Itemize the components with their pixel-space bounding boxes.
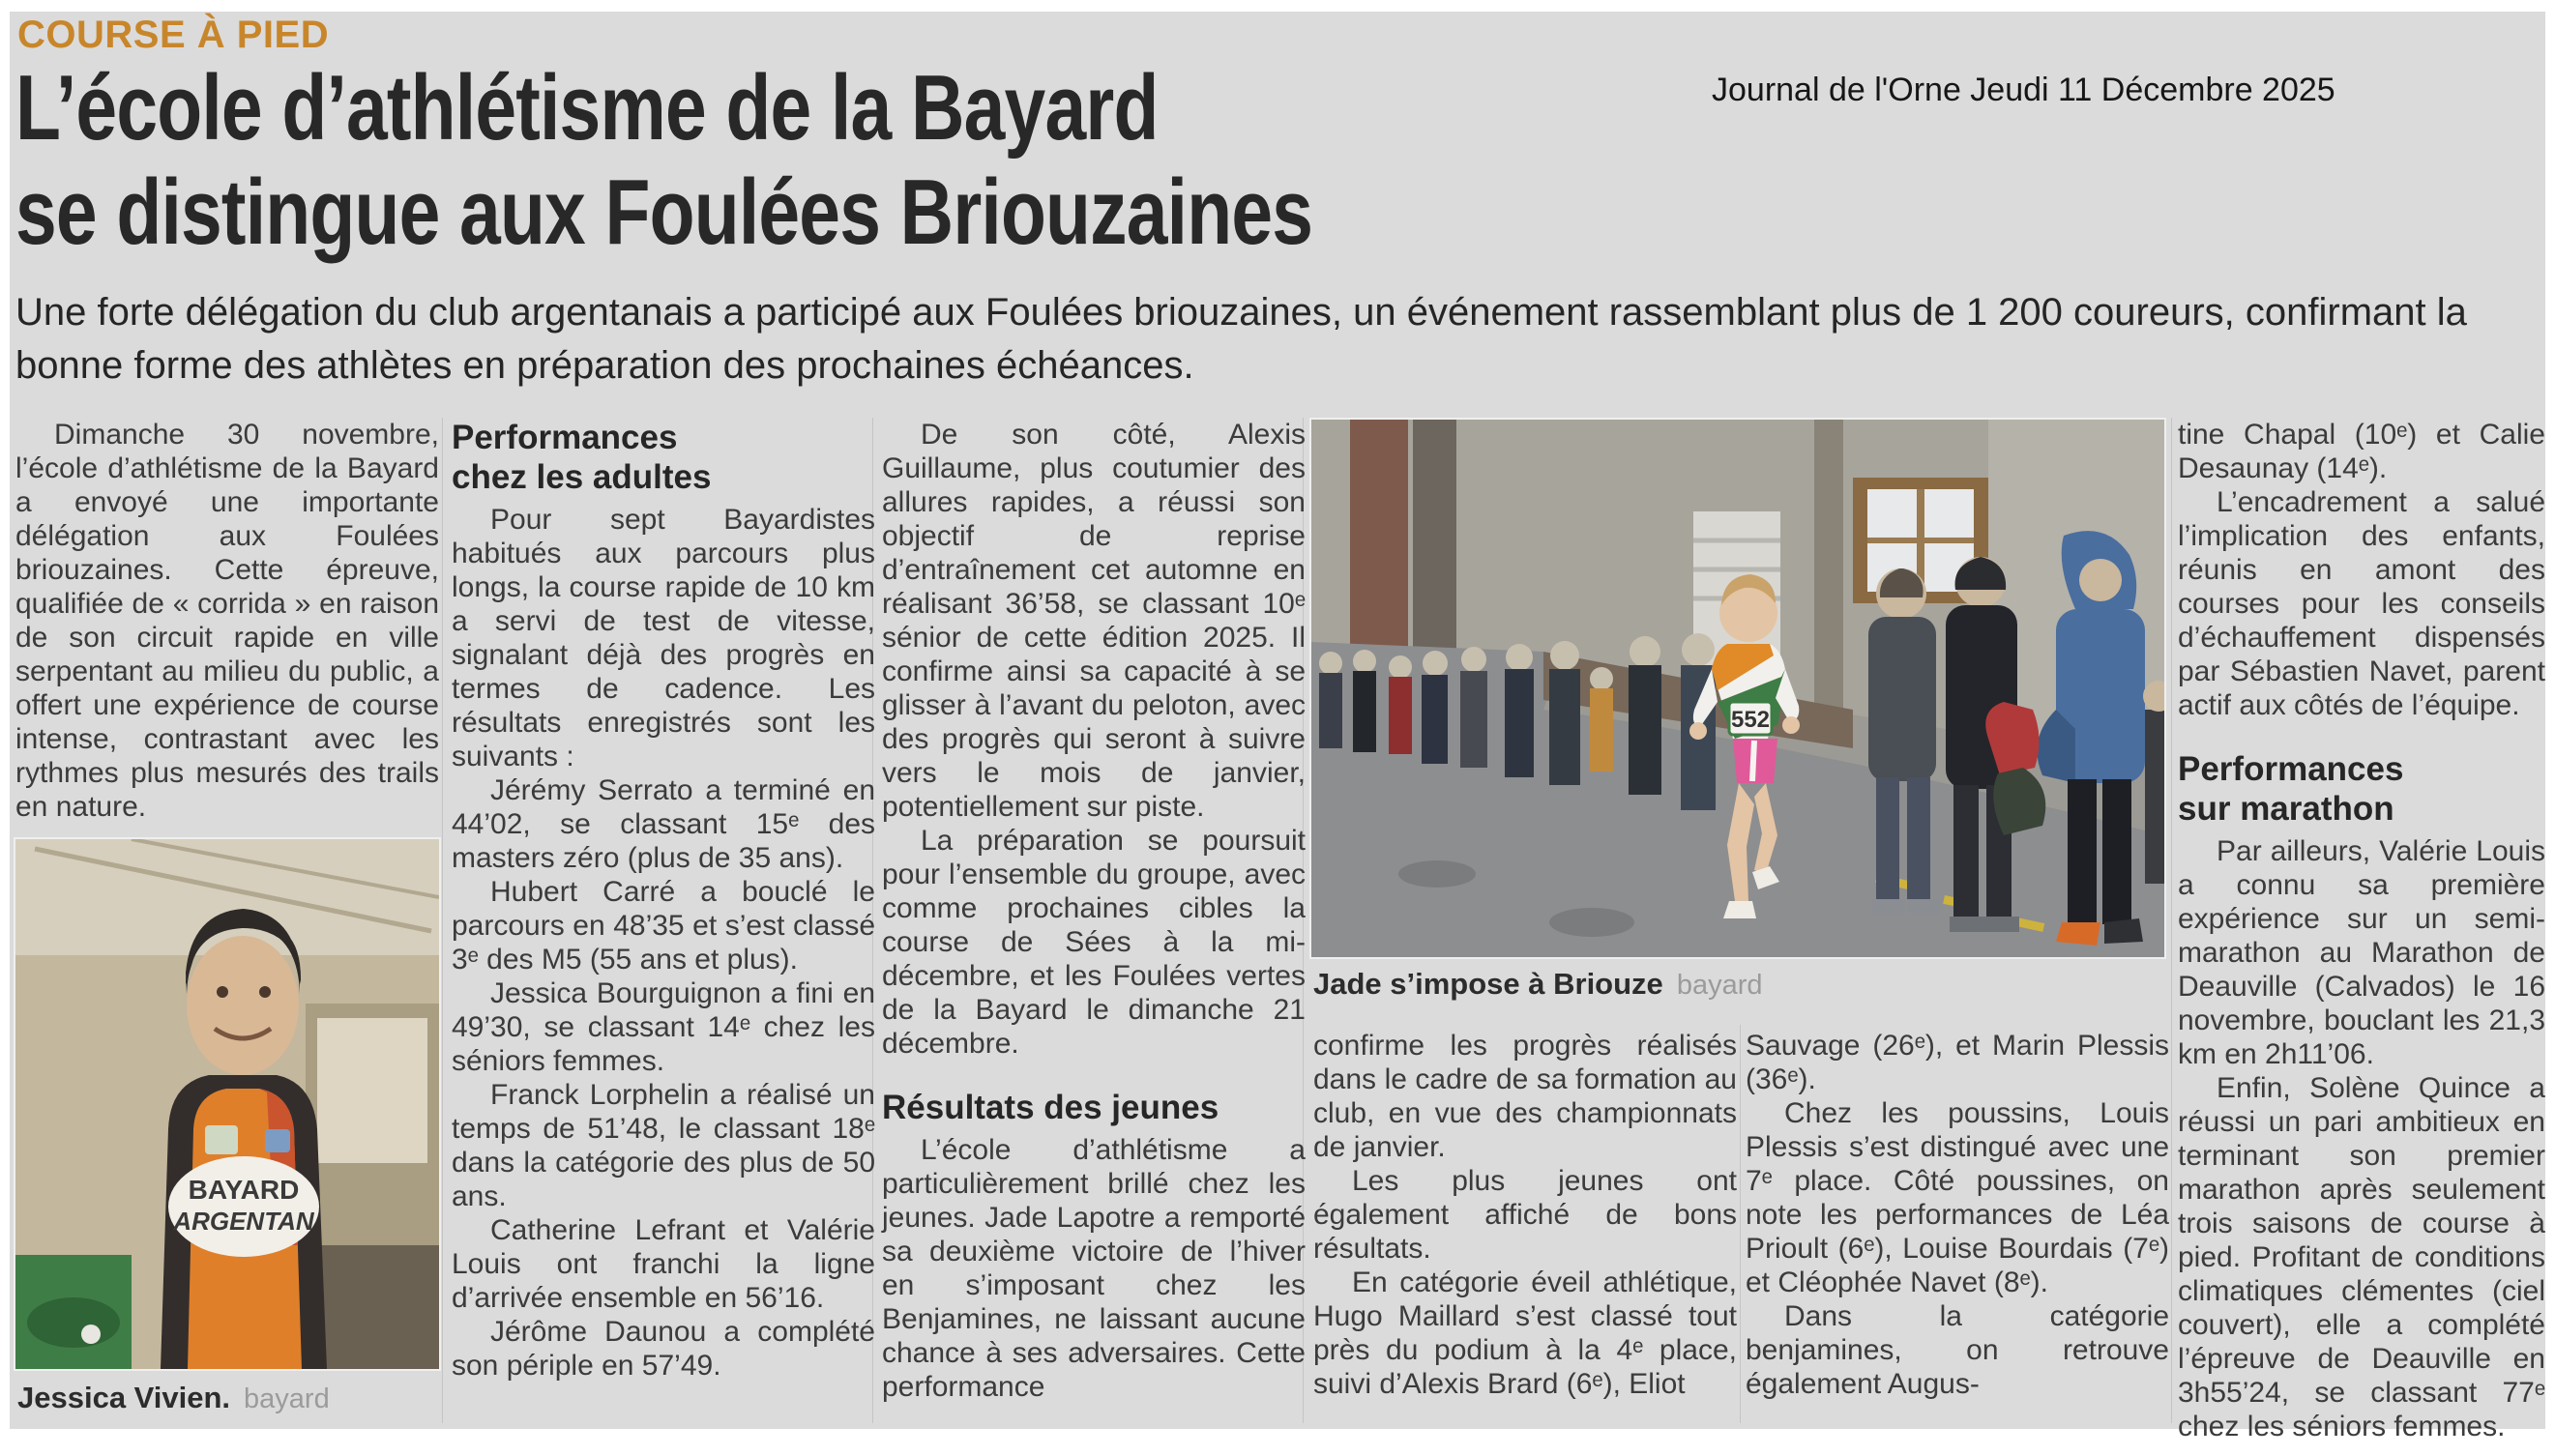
paragraph: Jérémy Serrato a terminé en 44’02, se classant 15ᵉ des masters zéro (plus de 35 ans). xyxy=(452,774,875,874)
spectator-right-edge xyxy=(2143,681,2164,884)
jade-caption xyxy=(1313,967,1762,1002)
column-5-text xyxy=(1746,1029,2169,1401)
sponsor-patch-right xyxy=(265,1129,290,1152)
article-column-2 xyxy=(452,418,875,1383)
article-column-1 xyxy=(15,418,439,833)
paragraph: confirme les progrès réalisés dans le cadre de sa formation au club, en vue des championnats de janvier. xyxy=(1313,1030,1737,1163)
headline-line-1: L’école d’athlétisme de la Bayard xyxy=(15,56,1159,160)
paragraph: Catherine Lefrant et Valérie Louis ont franchi la ligne d’arrivée ensemble en 56’16. xyxy=(452,1214,875,1314)
article-column-5 xyxy=(1746,1029,2169,1401)
column-6-text-2 xyxy=(2178,834,2545,1443)
adults-heading: Performances chez les adultes xyxy=(452,419,712,496)
paragraph: L’école d’athlétisme a particulièrement brillé chez les jeunes. Jade Lapotre a remporté sa deuxième victoire de l’hiver en s’imposant chez les Benjamines, ne laissant aucune chance à ses adversaires. Cette performance xyxy=(882,1134,1306,1403)
paragraph: Par ailleurs, Valérie Louis a connu sa première expérience sur un semi-marathon au Marathon de Deauville (Calvados) le 16 novembre, bouclant les 21,3 km en 2h11’06. xyxy=(2178,835,2545,1070)
jade-caption-credit: bayard xyxy=(1676,970,1763,1001)
article-column-6 xyxy=(2178,418,2545,1443)
paragraph: Chez les poussins, Louis Plessis s’est distingué avec une 7ᵉ place. Côté poussines, on note les performances de Léa Prioult (6ᵉ), Louise Bourdais (7ᵉ) et Cléophée Navet (8ᵉ). xyxy=(1746,1097,2169,1298)
column-4-text xyxy=(1313,1029,1737,1401)
paragraph: tine Chapal (10ᵉ) et Calie Desaunay (14ᵉ). xyxy=(2178,419,2545,484)
vest-logo-line-1: BAYARD xyxy=(188,1175,300,1205)
column-3-text xyxy=(882,418,1306,1061)
column-2-text xyxy=(452,503,875,1383)
article-column-4 xyxy=(1313,1029,1737,1401)
paragraph: Dimanche 30 novembre, l’école d’athlétisme de la Bayard a envoyé une importante délégation aux Foulées briouzaines. Cette épreuve, qualifiée de « corrida » en raison de son circuit rapide en ville serpentant au milieu du public, a offert une expérience de course intense, contrastant avec les rythmes plus mesurés des trails en nature. xyxy=(15,419,439,823)
article-column-3 xyxy=(882,418,1306,1404)
masthead-dateline: Journal de l'Orne Jeudi 11 Décembre 2025 xyxy=(1712,72,2335,108)
bib-number: 552 xyxy=(1730,707,1771,733)
jade-caption-text: Jade s’impose à Briouze xyxy=(1313,967,1663,1001)
jessica-caption xyxy=(17,1381,330,1415)
jessica-caption-text: Jessica Vivien. xyxy=(17,1381,231,1414)
paragraph: Pour sept Bayardistes habitués aux parcours plus longs, la course rapide de 10 km a servi de test de vitesse, signalant déjà des progrès en termes de cadence. Les résultats enregistrés sont les suivants : xyxy=(452,504,875,772)
vest-logo-line-2: ARGENTAN xyxy=(173,1207,314,1236)
headline-line-2: se distingue aux Foulées Briouzaines xyxy=(15,160,1313,264)
paragraph: Les plus jeunes ont également affiché de bons résultats. xyxy=(1313,1165,1737,1265)
column-rule xyxy=(2171,418,2172,1423)
paragraph: Franck Lorphelin a réalisé un temps de 51’48, le classant 18ᵉ dans la catégorie des plus de 50 ans. xyxy=(452,1079,875,1212)
column-rule xyxy=(1740,1025,1741,1423)
paragraph: Enfin, Solène Quince a réussi un pari ambitieux en terminant son premier marathon après seulement trois saisons de course à pied. Profitant de conditions climatiques clémentes (ciel couvert), elle a complété l’épreuve de Deauville en 3h55’24, se classant 77ᵉ chez les séniors femmes. xyxy=(2178,1072,2545,1442)
paragraph: De son côté, Alexis Guillaume, plus coutumier des allures rapides, a réussi son objectif de reprise d’entraînement cet automne en réalisant 36’58, se classant 10ᵉ sénior de cette édition 2025. Il confirme ainsi sa capacité à se glisser à l’avant du peloton, avec des progrès qui seront à suivre vers le mois de janvier, potentiellement sur piste. xyxy=(882,419,1306,823)
paragraph: L’encadrement a salué l’implication des enfants, réunis en amont des courses pour les conseils d’échauffement dispensés par Sébastien Navet, parent actif aux côtés de l’équipe. xyxy=(2178,486,2545,721)
column-6-text xyxy=(2178,418,2545,722)
window-pane xyxy=(317,1018,427,1163)
jade-photo xyxy=(1311,420,2164,957)
face xyxy=(187,936,299,1075)
manhole xyxy=(1398,860,1476,888)
jade-photo-illustration xyxy=(1311,420,2164,957)
jessica-photo xyxy=(15,839,439,1369)
marathon-heading: Performances sur marathon xyxy=(2178,750,2404,828)
paragraph: Jérôme Daunou a complété son périple en 57’49. xyxy=(452,1316,875,1382)
section-kicker: COURSE À PIED xyxy=(17,14,330,56)
paragraph: La préparation se poursuit pour l’ensemble du groupe, avec comme prochaines cibles la course de Sées à la mi-décembre, et les Foulées vertes de la Bayard le dimanche 21 décembre. xyxy=(882,825,1306,1060)
paragraph: Hubert Carré a bouclé le parcours en 48’35 et s’est classé 3ᵉ des M5 (55 ans et plus). xyxy=(452,876,875,976)
paragraph: Dans la catégorie benjamines, on retrouve également Augus- xyxy=(1746,1300,2169,1400)
sponsor-patch-left xyxy=(205,1125,238,1154)
paragraph: Sauvage (26ᵉ), et Marin Plessis (36ᵉ). xyxy=(1746,1030,2169,1095)
column-3-text-2 xyxy=(882,1133,1306,1404)
orange-shoe xyxy=(2056,922,2100,946)
column-rule xyxy=(442,418,443,1423)
timber-post xyxy=(1814,420,1843,710)
paragraph: En catégorie éveil athlétique, Hugo Maillard s’est classé tout près du podium à la 4ᵉ place, suivi d’Alexis Brard (6ᵉ), Eliot xyxy=(1313,1267,1737,1400)
jessica-caption-credit: bayard xyxy=(244,1383,330,1414)
jessica-photo-illustration xyxy=(15,839,439,1369)
lede-paragraph: Une forte délégation du club argentanais a participé aux Foulées briouzaines, un événement rassemblant plus de 1 200 coureurs, confirmant la bonne forme des athlètes en préparation des prochaines échéances. xyxy=(15,291,2467,387)
headline xyxy=(15,56,1636,265)
brick-building xyxy=(1350,420,1408,671)
column-1-text xyxy=(15,418,439,824)
paragraph: Jessica Bourguignon a fini en 49’30, se classant 14ᵉ chez les séniors femmes. xyxy=(452,977,875,1077)
youth-heading: Résultats des jeunes xyxy=(882,1089,1219,1126)
